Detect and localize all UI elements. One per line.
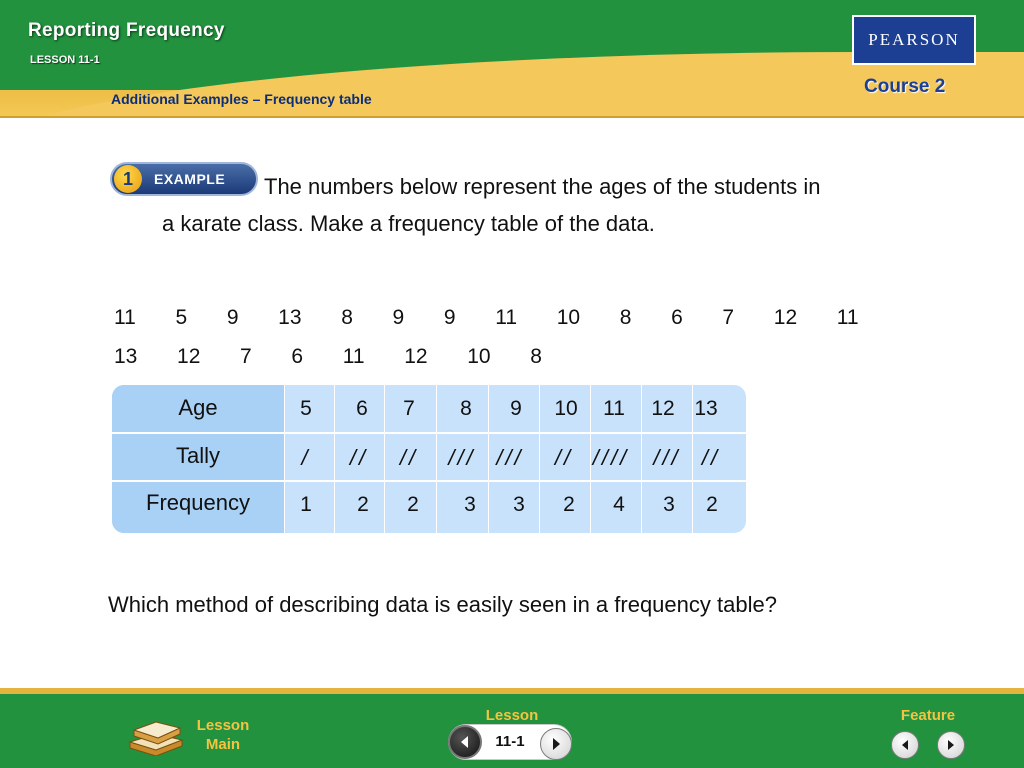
- age-cell: 9: [510, 397, 522, 420]
- header-divider: [0, 116, 1024, 118]
- feature-nav-label: Feature: [900, 707, 956, 724]
- frequency-cell: 2: [706, 493, 718, 516]
- age-cell: 6: [356, 397, 368, 420]
- lesson-main-link[interactable]: [186, 716, 260, 754]
- tally-cell: //: [349, 445, 369, 470]
- frequency-cell: 2: [563, 493, 575, 516]
- table-row-divider: [112, 480, 746, 482]
- table-row-divider: [112, 432, 746, 434]
- tally-cell: ///: [496, 445, 524, 470]
- lesson-next-button[interactable]: [540, 728, 572, 760]
- page-title: Reporting Frequency: [28, 20, 225, 41]
- data-line-2: 13 12 7 6 11 12 10 8: [114, 345, 542, 368]
- example-label: EXAMPLE: [154, 171, 226, 187]
- frequency-table: [112, 385, 746, 533]
- arrow-left-icon: [458, 735, 472, 749]
- tally-cell: //: [399, 445, 419, 470]
- age-cell: 12: [651, 397, 675, 420]
- publisher-logo: [852, 15, 976, 65]
- publisher-logo-text: PEARSON: [868, 30, 960, 49]
- feature-next-button[interactable]: [937, 731, 965, 759]
- feature-prev-button[interactable]: [891, 731, 919, 759]
- row-label-age: Age: [178, 395, 218, 420]
- tally-cell: //: [554, 445, 574, 470]
- lesson-prev-button[interactable]: [448, 725, 482, 759]
- frequency-cell: 2: [407, 493, 419, 516]
- example-number: 1: [114, 165, 142, 193]
- tally-cell: ///: [448, 445, 476, 470]
- tally-cell: ////: [592, 445, 630, 470]
- age-cell: 10: [554, 397, 578, 420]
- age-cell: 7: [403, 397, 415, 420]
- arrow-right-icon: [549, 737, 563, 751]
- lesson-main-line-1: Lesson: [196, 717, 250, 734]
- frequency-cell: 2: [357, 493, 369, 516]
- tally-cell: //: [701, 445, 721, 470]
- arrow-right-icon: [945, 739, 957, 751]
- data-line-1: 11 5 9 13 8 9 9 11 10 8 6 7 12 11: [114, 306, 859, 329]
- frequency-cell: 1: [300, 493, 312, 516]
- tally-cell: /: [301, 445, 311, 470]
- example-prompt: The numbers below represent the ages of the students in a karate class. Make a frequency table of the data.: [162, 174, 821, 236]
- frequency-cell: 3: [513, 493, 525, 516]
- tally-cell: ///: [653, 445, 681, 470]
- lesson-number: 11-1: [495, 733, 525, 750]
- frequency-cell: 4: [613, 493, 625, 516]
- question-text: Which method of describing data is easily seen in a frequency table?: [108, 592, 777, 617]
- books-icon[interactable]: [126, 712, 186, 756]
- lesson-tag: LESSON 11-1: [30, 54, 100, 66]
- age-cell: 5: [300, 397, 312, 420]
- lesson-main-line-2: Main: [205, 736, 241, 753]
- frequency-cell: 3: [464, 493, 476, 516]
- lesson-nav-label: Lesson: [485, 707, 539, 724]
- age-cell: 11: [603, 397, 625, 420]
- arrow-left-icon: [899, 739, 911, 751]
- age-cell: 13: [694, 397, 718, 420]
- row-label-tally: Tally: [175, 443, 220, 468]
- course-label: Course 2: [864, 76, 946, 97]
- age-cell: 8: [460, 397, 472, 420]
- frequency-cell: 3: [663, 493, 675, 516]
- row-label-frequency: Frequency: [146, 490, 250, 515]
- page-subtitle: Additional Examples – Frequency table: [111, 91, 372, 107]
